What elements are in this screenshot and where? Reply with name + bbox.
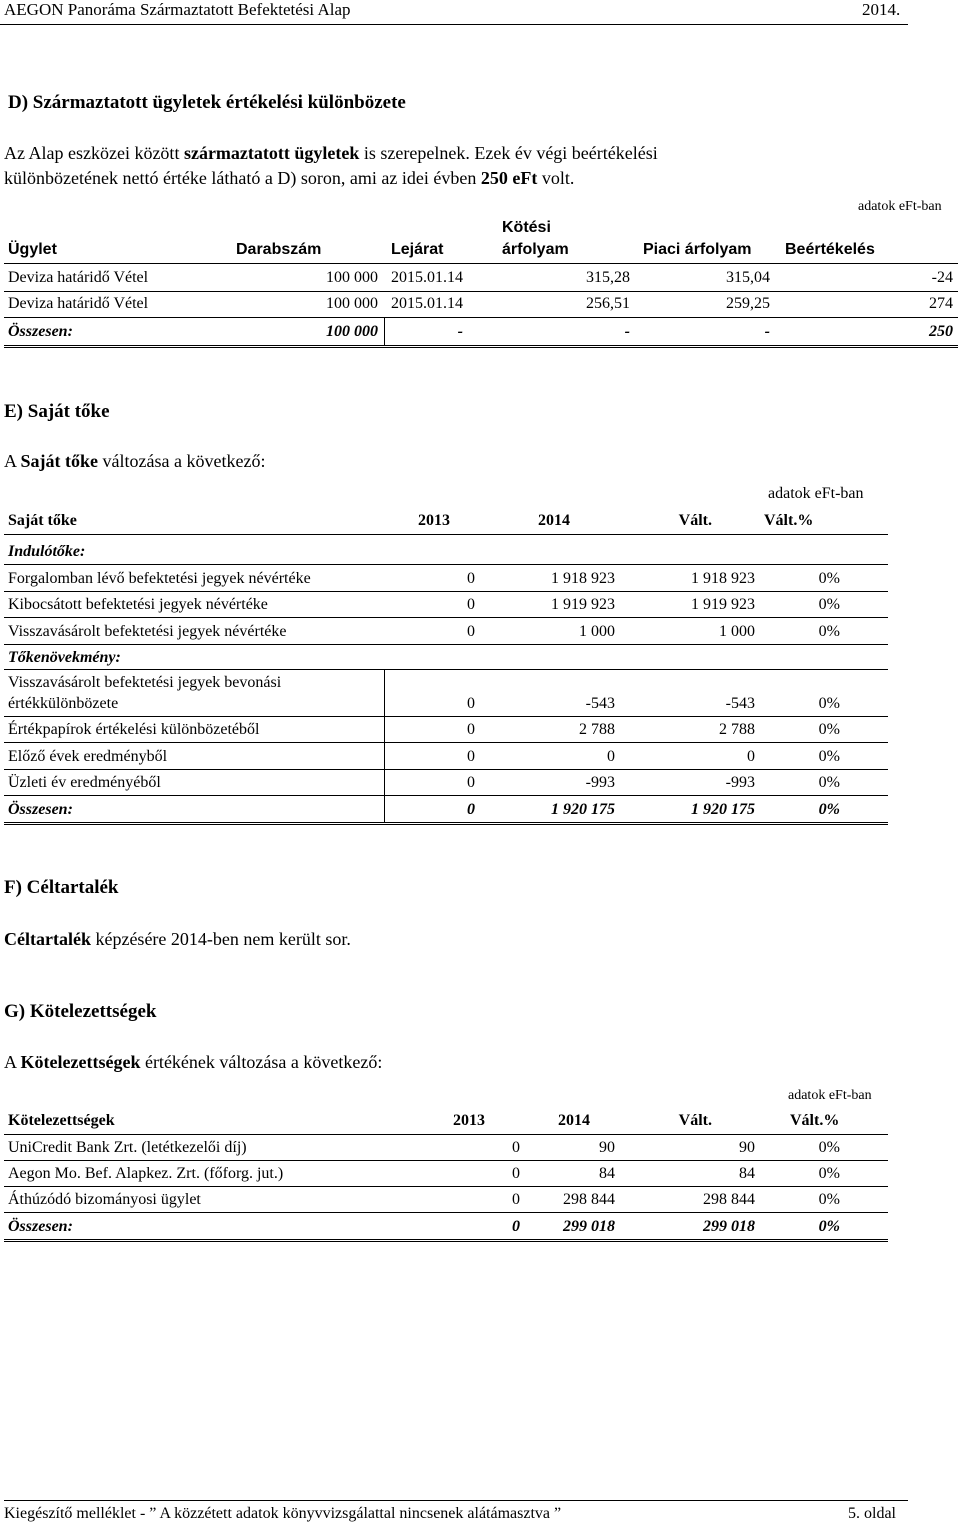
e-col-2014: 2014 (538, 512, 570, 529)
d-col-darabszam: Darabszám (236, 241, 322, 258)
section-d-unit: adatok eFt-ban (858, 199, 942, 214)
section-d-paragraph-line2: különbözetének nettó értéke látható a D) soron, ami az idei évben 250 eFt volt. (4, 168, 575, 188)
footer-text: Kiegészítő melléklet - ” A közzétett adatok könyvvizsgálattal nincsenek alátámasztva ” (4, 1505, 562, 1522)
section-e-heading: E) Saját tőke (4, 401, 110, 422)
e-col-sajat-toke: Saját tőke (8, 512, 77, 529)
section-d-paragraph-line1: Az Alap eszközei között származtatott ügyletek is szerepelnek. Ezek év végi beértékelési (4, 143, 658, 163)
section-d-heading: D) Származtatott ügyletek értékelési különbözete (8, 92, 406, 113)
header-title: AEGON Panoráma Származtatott Befektetési Alap (4, 0, 351, 19)
g-col-valt: Vált. (678, 1112, 712, 1129)
section-g-heading: G) Kötelezettségek (4, 1001, 157, 1022)
section-g-unit: adatok eFt-ban (788, 1088, 872, 1103)
section-g-intro: A Kötelezettségek értékének változása a következő: (4, 1052, 383, 1072)
e-group-indulotoke: Indulótőke: (8, 543, 86, 560)
e-col-valt: Vált. (678, 512, 712, 529)
footer-page-number: 5. oldal (848, 1505, 896, 1522)
d-col-piaci: Piaci árfolyam (643, 241, 752, 258)
section-f-paragraph: Céltartalék képzésére 2014-ben nem került sor. (4, 929, 351, 949)
section-e-intro: A Saját tőke változása a következő: (4, 451, 266, 471)
section-f-heading: F) Céltartalék (4, 877, 119, 898)
d-col-ugylet: Ügylet (8, 241, 57, 258)
header-rule (0, 24, 908, 25)
d-col-beertekeles: Beértékelés (785, 241, 875, 258)
d-col-lejarat: Lejárat (391, 241, 444, 258)
d-col-arfolyam: árfolyam (502, 241, 569, 258)
g-col-kotelezettsegek: Kötelezettségek (8, 1112, 115, 1129)
e-col-valt-pct: Vált.% (764, 512, 814, 529)
e-col-2013: 2013 (418, 512, 450, 529)
header-year: 2014. (862, 0, 901, 19)
section-e-unit: adatok eFt-ban (768, 485, 864, 502)
d-col-kotesi: Kötési (502, 219, 551, 236)
g-col-valt-pct: Vált.% (790, 1112, 840, 1129)
e-group-tokenovekmeny: Tőkenövekmény: (8, 649, 121, 666)
g-col-2014: 2014 (558, 1112, 590, 1129)
footer-rule (4, 1500, 908, 1501)
g-col-2013: 2013 (453, 1112, 485, 1129)
